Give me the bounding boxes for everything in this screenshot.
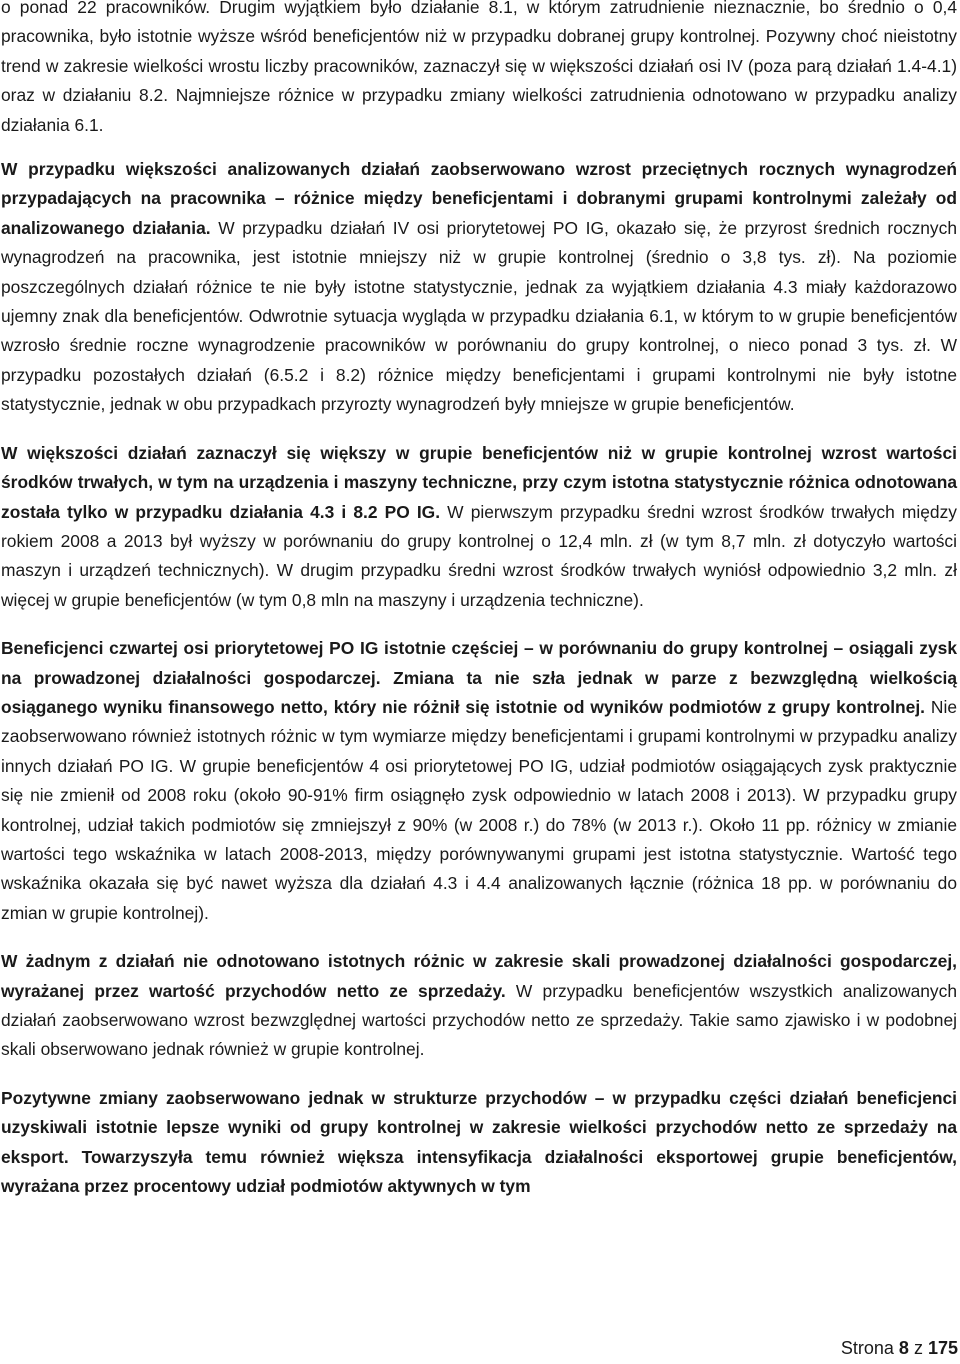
bold-text-segment: Pozytywne zmiany zaobserwowano jednak w strukturze przychodów – w przypadku części działań beneficjenci uzyskiwali istotnie lepsze wyniki od grupy kontrolnej w zakresie wielkości przychodów netto ze sprzedaży na eksport. Towarzyszyła temu również większa intensyfikacja działalności eksportowej grupie beneficjentów, wyrażana przez procentowy udział podmiotów aktywnych w tym <box>1 1087 957 1197</box>
text-segment: W pierwszym przypadku średni wzrost środków trwałych między rokiem 2008 a 2013 był wyższy w porównaniu do grupy kontrolnej o 12,4 mln. zł (w tym 8,7 mln. zł dotyczyło wartości maszyn i urządzeń technicznych). W drugim przypadku średni wzrost środków trwałych wyniósł odpowiednio 3,2 mln. zł więcej w grupie beneficjentów (w tym 0,8 mln na maszyny i urządzenia techniczne). <box>1 501 957 610</box>
paragraph-3 <box>1 439 957 615</box>
current-page-number: 8 <box>898 1338 909 1358</box>
paragraph-6 <box>1 1084 957 1202</box>
page-number-footer <box>841 1336 958 1360</box>
paragraph-1 <box>1 0 957 140</box>
bold-text-segment: W przypadku większości analizowanych działań zaobserwowano wzrost przeciętnych rocznych wynagrodzeń przypadających na pracownika – różnice między beneficjentami i dobranymi grupami kontrolnymi zależały od analizowanego działania. <box>1 159 957 238</box>
bold-text-segment: Beneficjenci czwartej osi priorytetowej PO IG istotnie częściej – w porównaniu do grupy kontrolnej – osiągali zysk na prowadzonej działalności gospodarczej. Zmiana ta nie szła jednak w parze z bezwzględną wielkością osiąganego wyniku finansowego netto, który nie różnił się istotnie od wyników podmiotów z grupy kontrolnej. <box>1 638 957 717</box>
paragraph-4 <box>1 634 957 928</box>
page-label: Strona <box>840 1338 894 1358</box>
text-segment: W przypadku beneficjentów wszystkich analizowanych działań zaobserwowano wzrost bezwzględnej wartości przychodów netto ze sprzedaży. Takie samo zjawisko i w podobnej skali obserwowano jednak również w grupie kontrolnej. <box>1 980 957 1060</box>
bold-text-segment: W większości działań zaznaczył się większy w grupie beneficjentów niż w grupie kontrolnej wzrost wartości środków trwałych, w tym na urządzenia i maszyny techniczne, przy czym istotna statystycznie różnica odnotowana została tylko w przypadku działania 4.3 i 8.2 PO IG. <box>1 442 957 522</box>
page-separator: z <box>913 1338 923 1358</box>
text-segment: W przypadku działań IV osi priorytetowej PO IG, okazało się, że przyrost średnich rocznych wynagrodzeń na pracownika, jest istotnie mniejszy niż w grupie kontrolnej (średnio o 3,8 tys. zł). Na poziomie poszczególnych działań różnice te nie były istotne statystycznie, jednak za wyjątkiem działania 4.3 miały każdorazowo ujemny znak dla beneficjentów. Odwrotnie sytuacja wygląda w przypadku działania 6.1, w którym to w grupie beneficjentów wzrosło średnie roczne wynagrodzenie pracowników w porównaniu do grupy kontrolnej, o nieco ponad 3 tys. zł. W przypadku pozostałych działań (6.5.2 i 8.2) różnice między beneficjentami i grupami kontrolnymi nie były istotne statystycznie, jednak w obu przypadkach przyrozty wynagrodzeń były mniejsze w grupie beneficjentów. <box>1 217 957 415</box>
text-segment: o ponad 22 pracowników. Drugim wyjątkiem było działanie 8.1, w którym zatrudnienie nieznacznie, bo średnio o 0,4 pracownika, było istotnie wyższe wśród beneficjentów niż w przypadku dobranej grupy kontrolnej. Pozywny choć nieistotny trend w zakresie wielkości wrostu liczby pracowników, zaznaczył się w większości działań osi IV (poza parą działań 1.4-4.1) oraz w działaniu 8.2. Najmniejsze różnice w przypadku zmiany wielkości zatrudnienia odnotowano w przypadku analizy działania 6.1. <box>1 0 957 135</box>
text-segment: Nie zaobserwowano również istotnych różnic w tym wymiarze między beneficjentami i grupami kontrolnymi w przypadku analizy innych działań PO IG. W grupie beneficjentów 4 osi priorytetowej PO IG, udział podmiotów osiągających zysk praktycznie się nie zmienił od 2008 roku (około 90-91% firm osiągnęło zysk odpowiednio w latach 2008 i 2013). W przypadku grupy kontrolnej, udział takich podmiotów się zmniejszył z 90% (w 2008 r.) do 78% (w 2013 r.). Około 11 pp. różnicy w zmianie wartości tego wskaźnika w latach 2008-2013, między porównywanymi grupami jest istotna statystycznie. Wartość tego wskaźnika okazała się być nawet wyższa dla działań 4.3 i 4.4 analizowanych łącznie (różnica 18 pp. w porównaniu do zmian w grupie kontrolnej). <box>1 696 957 923</box>
paragraph-5 <box>1 947 957 1065</box>
total-pages-number: 175 <box>927 1338 958 1358</box>
paragraph-2 <box>1 155 957 420</box>
bold-text-segment: W żadnym z działań nie odnotowano istotnych różnic w zakresie skali prowadzonej działalności gospodarczej, wyrażanej przez wartość przychodów netto ze sprzedaży. <box>1 951 957 1001</box>
